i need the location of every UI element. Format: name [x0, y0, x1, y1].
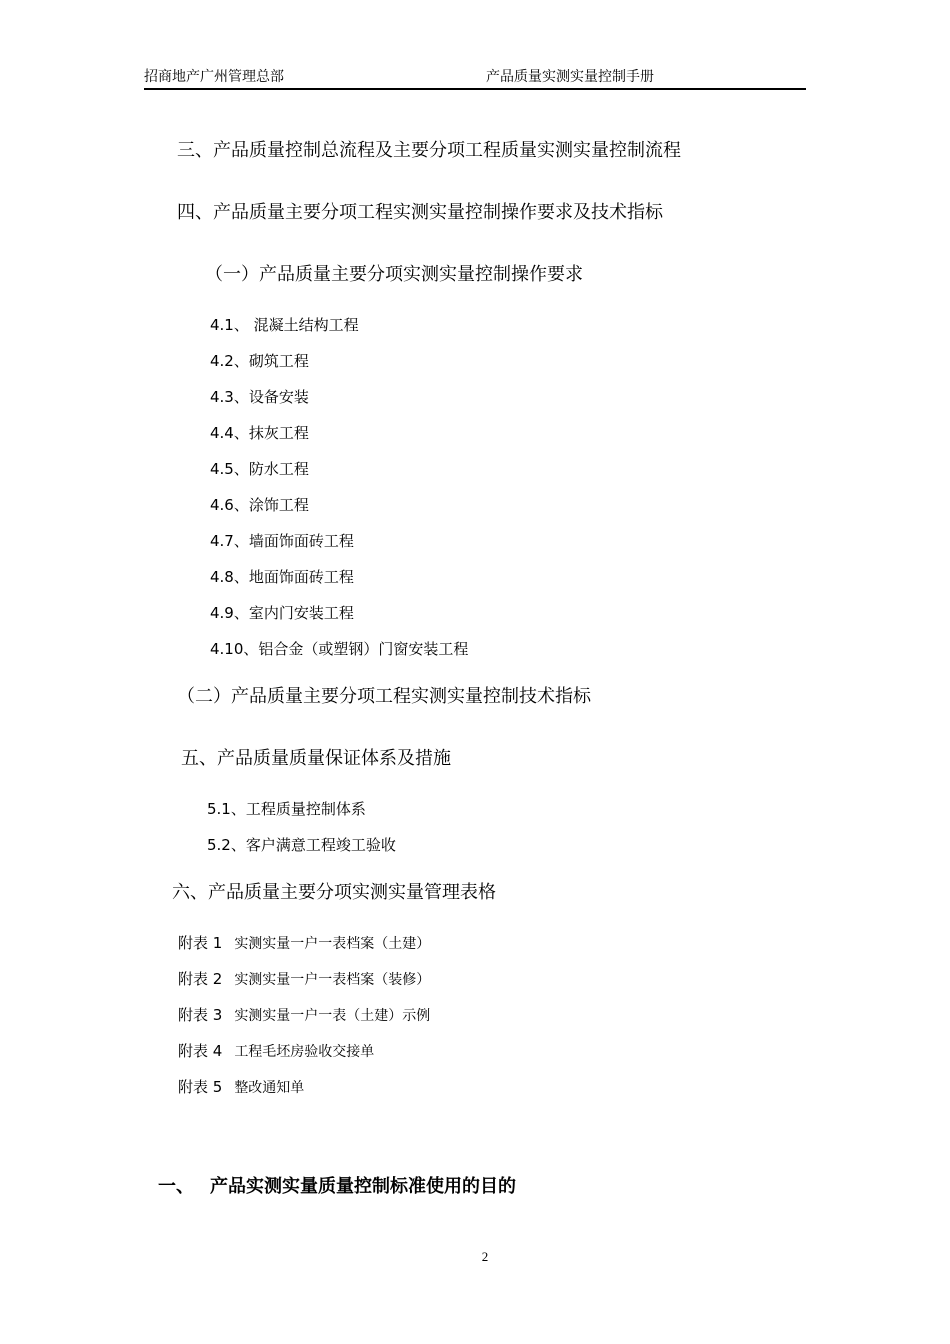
- toc-item-4-10: 4.10、铝合金（或塑钢）门窗安装工程: [210, 640, 469, 658]
- toc-item-4-3: 4.3、设备安装: [210, 388, 309, 406]
- appendix-row: [178, 1005, 430, 1026]
- toc-item-4-9: 4.9、室内门安装工程: [210, 604, 354, 622]
- toc-section-5: 五、产品质量质量保证体系及措施: [181, 748, 451, 769]
- chapter-title: 产品实测实量质量控制标准使用的目的: [210, 1176, 516, 1197]
- toc-item-5-2: 5.2、客户满意工程竣工验收: [207, 836, 396, 854]
- appendix-title: 实测实量一户一表档案（土建）: [234, 936, 431, 952]
- toc-item-4-6: 4.6、涂饰工程: [210, 496, 309, 514]
- appendix-title: 整改通知单: [234, 1080, 305, 1096]
- toc-subsection-4-1: （一）产品质量主要分项实测实量控制操作要求: [205, 264, 583, 285]
- header-divider: [144, 88, 806, 90]
- appendix-title: 工程毛坯房验收交接单: [234, 1044, 375, 1060]
- toc-item-4-4: 4.4、抹灰工程: [210, 424, 309, 442]
- toc-item-5-1: 5.1、工程质量控制体系: [207, 800, 366, 818]
- chapter-number: 一、: [158, 1176, 194, 1197]
- appendix-row: [178, 1077, 304, 1098]
- appendix-row: [178, 969, 430, 990]
- toc-section-4: 四、产品质量主要分项工程实测实量控制操作要求及技术指标: [177, 202, 663, 223]
- appendix-row: [178, 933, 430, 954]
- appendix-label: 附表 1: [178, 934, 223, 952]
- toc-item-4-1: 4.1、 混凝土结构工程: [210, 316, 359, 334]
- appendix-row: [178, 1041, 374, 1062]
- toc-subsection-4-2: （二）产品质量主要分项工程实测实量控制技术指标: [177, 686, 591, 707]
- toc-item-4-7: 4.7、墙面饰面砖工程: [210, 532, 354, 550]
- chapter-heading: [158, 1175, 516, 1199]
- toc-section-6: 六、产品质量主要分项实测实量管理表格: [172, 882, 496, 903]
- appendix-label: 附表 4: [178, 1042, 223, 1060]
- appendix-label: 附表 2: [178, 970, 223, 988]
- toc-section-3: 三、产品质量控制总流程及主要分项工程质量实测实量控制流程: [177, 140, 681, 161]
- header-manual-title: 产品质量实测实量控制手册: [486, 69, 654, 85]
- appendix-label: 附表 3: [178, 1006, 223, 1024]
- toc-item-4-5: 4.5、防水工程: [210, 460, 309, 478]
- appendix-title: 实测实量一户一表档案（装修）: [234, 972, 431, 988]
- toc-item-4-8: 4.8、地面饰面砖工程: [210, 568, 354, 586]
- appendix-title: 实测实量一户一表（土建）示例: [234, 1008, 431, 1024]
- appendix-label: 附表 5: [178, 1078, 223, 1096]
- header-organization: 招商地产广州管理总部: [144, 69, 284, 85]
- page-number: 2: [481, 1249, 489, 1264]
- toc-item-4-2: 4.2、砌筑工程: [210, 352, 309, 370]
